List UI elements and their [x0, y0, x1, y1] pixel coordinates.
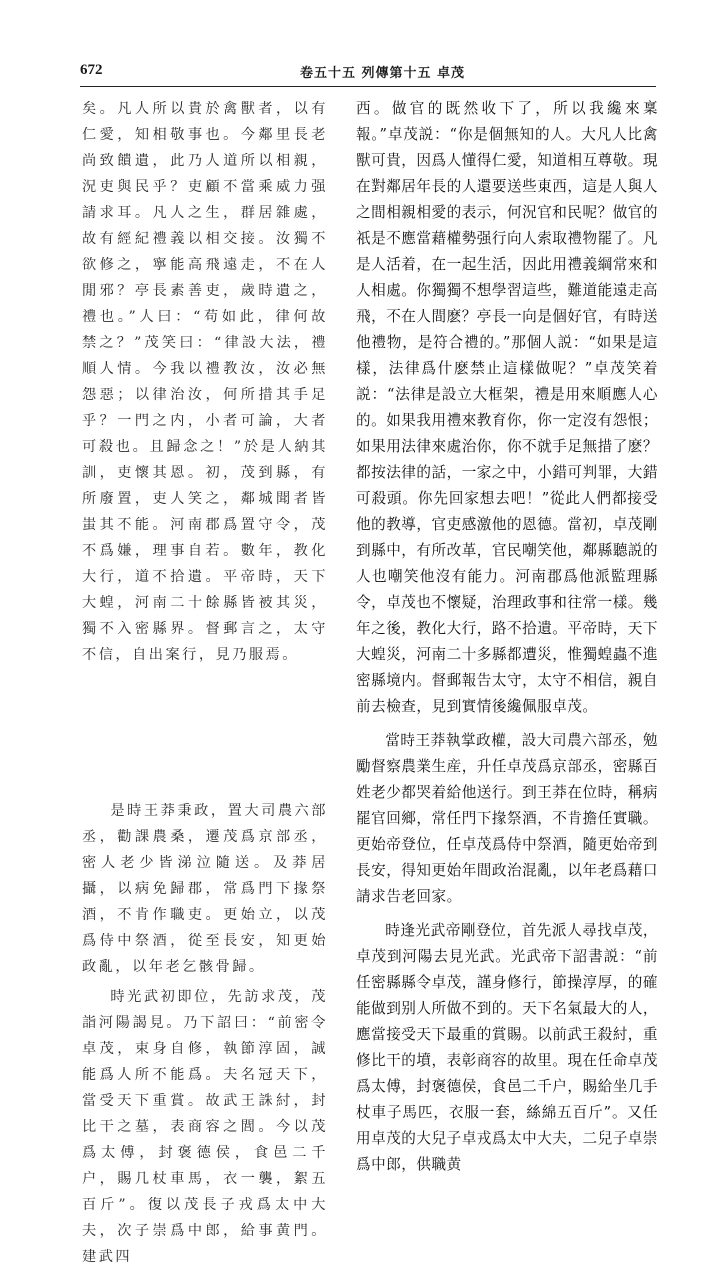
classical-paragraph-2: 是時王莽秉政，置大司農六部丞，勸課農桑，遷茂爲京部丞，密人老少皆涕泣隨送。及莽居攝，以病免歸郡，常爲門下掾祭酒，不肯作職吏。更始立，以茂爲侍中祭酒，從至長安，知更始政亂，以年老乞骸骨歸。 [82, 803, 328, 975]
classical-text-column [82, 96, 328, 1270]
translation-paragraph-1: 西。做官的既然收下了，所以我纔來稟報。”卓茂説：“你是個無知的人。大凡人比禽獸可貴，因爲人懂得仁愛，知道相互尊敬。現在對鄰居年長的人還要送些東西，這是人與人之間相親相愛的表示，何況官和民呢？做官的祇是不應當藉權勢强行向人索取禮物罷了。凡是人活着，在一起生活，因此用禮義綱常來和人相處。你獨獨不想學習這些，難道能遠走高飛，不在人間麽？亭長一向是個好官，有時送他禮物，是符合禮的。”那個人説：“如果是這樣，法律爲什麽禁止這樣做呢？”卓茂笑着説：“法律是設立大框架，禮是用來順應人心的。如果我用禮來教育你，你一定沒有怨恨；如果用法律來處治你，你不就手足無措了麽？都按法律的話，一家之中，小錯可判罪，大錯可殺頭。你先回家想去吧！”從此人們都接受他的教導，官吏感激他的恩德。當初，卓茂剛到縣中，有所改革，官民嘲笑他，鄰縣聽説的人也嘲笑他沒有能力。河南郡爲他派監理縣令，卓茂也不懷疑，治理政事和往常一樣。幾年之後，教化大行，路不拾遺。平帝時，天下大蝗災，河南二十多縣都遭災，惟獨蝗蟲不進密縣境内。督郵報告太守，太守不相信，親自前去檢查，見到實情後纔佩服卓茂。 [356, 100, 658, 715]
translation-paragraph-2: 當時王莽執掌政權，設大司農六部丞，勉勵督察農業生産，升任卓茂爲京部丞，密縣百姓老少都哭着給他送行。到王莽在位時，稱病罷官回鄉，常任門下掾祭酒，不肯擔任實職。更始帝登位，任卓茂爲侍中祭酒，隨更始帝到長安，得知更始年間政治混亂，以年老爲藉口請求告老回家。 [356, 732, 658, 905]
translation-text-column [356, 96, 658, 1178]
classical-paragraph-1: 矣。凡人所以貴於禽獸者，以有仁愛，知相敬事也。今鄰里長老尚致饋遺，此乃人道所以相親，況吏與民乎？吏顧不當乘威力强請求耳。凡人之生，群居雜處，故有經紀禮義以相交接。汝獨不欲修之，寧能高飛遠走，不在人閒邪？亭長素善吏，歲時遺之，禮也。”人曰：“苟如此，律何故禁之？”茂笑曰：“律設大法，禮順人情。今我以禮教汝，汝必無怨惡；以律治汝，何所措其手足乎？一門之内，小者可論，大者可殺也。且歸念之！”於是人納其訓，吏懷其恩。初，茂到縣，有所廢置，吏人笑之，鄰城聞者皆蚩其不能。河南郡爲置守令，茂不爲嫌，理事自若。數年，教化大行，道不拾遺。平帝時，天下大蝗，河南二十餘縣皆被其災，獨不入密縣界。督郵言之，太守不信，自出案行，見乃服焉。 [82, 101, 328, 663]
translation-paragraph-3: 時逢光武帝剛登位，首先派人尋找卓茂，卓茂到河陽去見光武。光武帝下詔書説：“前任密縣縣令卓茂，謹身修行，節操淳厚，的確能做到别人所做不到的。天下名氣最大的人，應當接受天下最重的賞賜。以前武王殺紂，重修比干的墳，表彰商容的故里。現在任命卓茂爲太傅，封褒德侯，食邑二千户，賜給坐几手杖車子馬匹，衣服一套，絲綿五百斤”。又任用卓茂的大兒子卓戎爲太中大夫，二兒子卓崇爲中郎，供職黄 [356, 922, 658, 1173]
header-rule [80, 86, 656, 87]
page-number: 672 [80, 62, 103, 78]
page-header [0, 0, 716, 80]
running-head: 卷五十五 列傳第十五 卓茂 [300, 66, 466, 81]
classical-paragraph-3: 時光武初即位，先訪求茂，茂詣河陽謁見。乃下詔曰：“前密令卓茂，束身自修，執節淳固，誠能爲人所不能爲。夫名冠天下，當受天下重賞。故武王誅紂，封比干之墓，表商容之閭。今以茂爲太傅，封褒德侯，食邑二千户，賜几杖車馬，衣一襲，絮五百斤”。復以茂長子戎爲太中大夫，次子崇爲中郎，給事黄門。建武四 [82, 989, 328, 1265]
